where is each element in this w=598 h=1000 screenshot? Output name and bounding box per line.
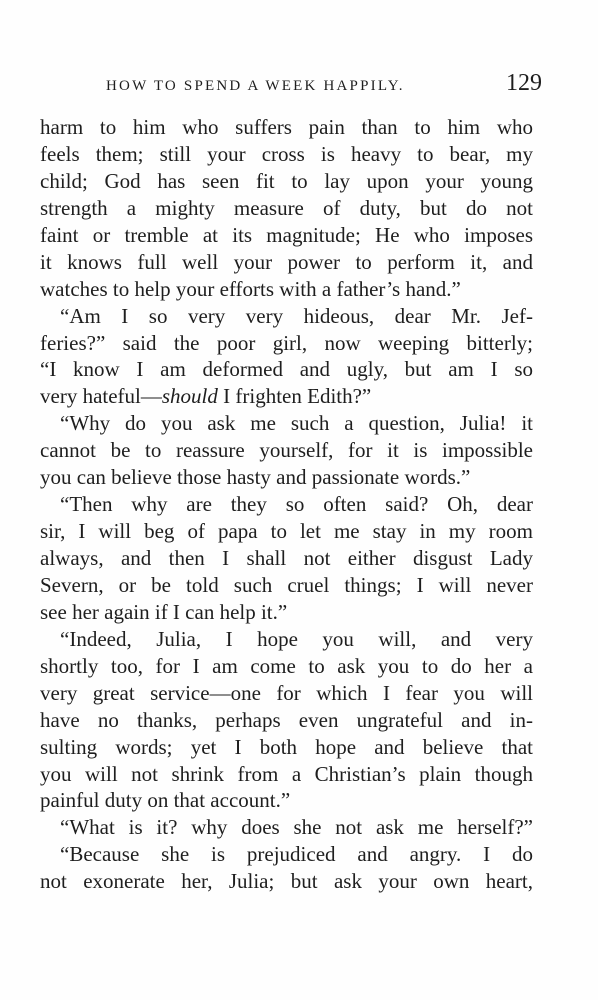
text-segment: “Am I so very very hideous, dear Mr. Jef-	[60, 303, 533, 328]
text-line	[40, 572, 533, 599]
text-segment: it knows full well your power to perform it, and	[40, 249, 533, 274]
text-line	[40, 545, 533, 572]
text-segment: sir, I will beg of papa to let me stay in my room	[40, 519, 533, 544]
text-segment: see her again if I can help it.”	[40, 599, 288, 624]
text-segment: sulting words; yet I both hope and believe that	[40, 734, 533, 759]
italic-text: should	[161, 384, 218, 409]
text-line	[40, 626, 533, 653]
text-segment: “I know I am deformed and ugly, but am I so	[40, 357, 533, 382]
text-line	[40, 787, 533, 814]
text-segment: Severn, or be told such cruel things; I will never	[40, 572, 533, 597]
text-line	[40, 761, 533, 788]
text-segment: not exonerate her, Julia; but ask your own heart,	[40, 869, 533, 894]
text-segment: you will not shrink from a Christian’s plain though	[40, 761, 533, 786]
text-line	[40, 653, 533, 680]
text-segment: shortly too, for I am come to ask you to do her a	[40, 653, 533, 678]
text-line	[40, 356, 533, 383]
text-line	[40, 599, 533, 626]
text-segment: strength a mighty measure of duty, but do not	[40, 195, 533, 220]
running-title: HOW TO SPEND A WEEK HAPPILY.	[106, 78, 405, 94]
text-segment: “Why do you ask me such a question, Julia! it	[60, 411, 533, 436]
text-segment: “Indeed, Julia, I hope you will, and very	[60, 626, 533, 651]
text-segment: child; God has seen fit to lay upon your young	[40, 168, 533, 193]
text-segment: “What is it? why does she not ask me herself?”	[60, 815, 533, 840]
text-line	[40, 437, 533, 464]
text-line	[40, 410, 533, 437]
text-segment: painful duty on that account.”	[40, 788, 291, 813]
text-segment: watches to help your efforts with a father’s hand.”	[40, 276, 461, 301]
text-line	[40, 868, 533, 895]
running-head	[82, 70, 542, 104]
text-line	[40, 491, 533, 518]
text-line	[40, 303, 533, 330]
text-segment: you can believe those hasty and passionate words.”	[40, 465, 471, 490]
text-segment: “Because she is prejudiced and angry. I do	[60, 842, 533, 867]
text-line	[40, 168, 533, 195]
text-line	[40, 734, 533, 761]
text-segment: I frighten Edith?”	[217, 384, 372, 409]
text-line	[40, 222, 533, 249]
text-segment: “Then why are they so often said? Oh, dear	[60, 492, 533, 517]
text-line	[40, 814, 533, 841]
text-segment: feels them; still your cross is heavy to bear, my	[40, 141, 533, 166]
text-line	[40, 841, 533, 868]
text-segment: faint or tremble at its magnitude; He who imposes	[40, 222, 533, 247]
text-segment: harm to him who suffers pain than to him who	[40, 115, 533, 139]
text-line	[40, 464, 533, 491]
text-line	[40, 195, 533, 222]
text-segment: very hateful—	[40, 384, 162, 409]
text-line	[40, 276, 533, 303]
page-number: 129	[506, 70, 542, 96]
text-line	[40, 383, 533, 410]
text-line	[40, 249, 533, 276]
text-line	[40, 680, 533, 707]
text-line	[40, 707, 533, 734]
text-segment: very great service—one for which I fear you will	[40, 680, 533, 705]
text-segment: feries?” said the poor girl, now weeping bitterly;	[40, 330, 533, 355]
text-segment: always, and then I shall not either disgust Lady	[40, 546, 533, 570]
text-segment: cannot be to reassure yourself, for it is impossible	[40, 438, 533, 463]
text-segment: have no thanks, perhaps even ungrateful and in-	[40, 707, 533, 732]
text-line	[40, 330, 533, 357]
text-line	[40, 141, 533, 168]
text-line	[40, 518, 533, 545]
body-text	[40, 114, 533, 895]
text-line	[40, 114, 533, 141]
